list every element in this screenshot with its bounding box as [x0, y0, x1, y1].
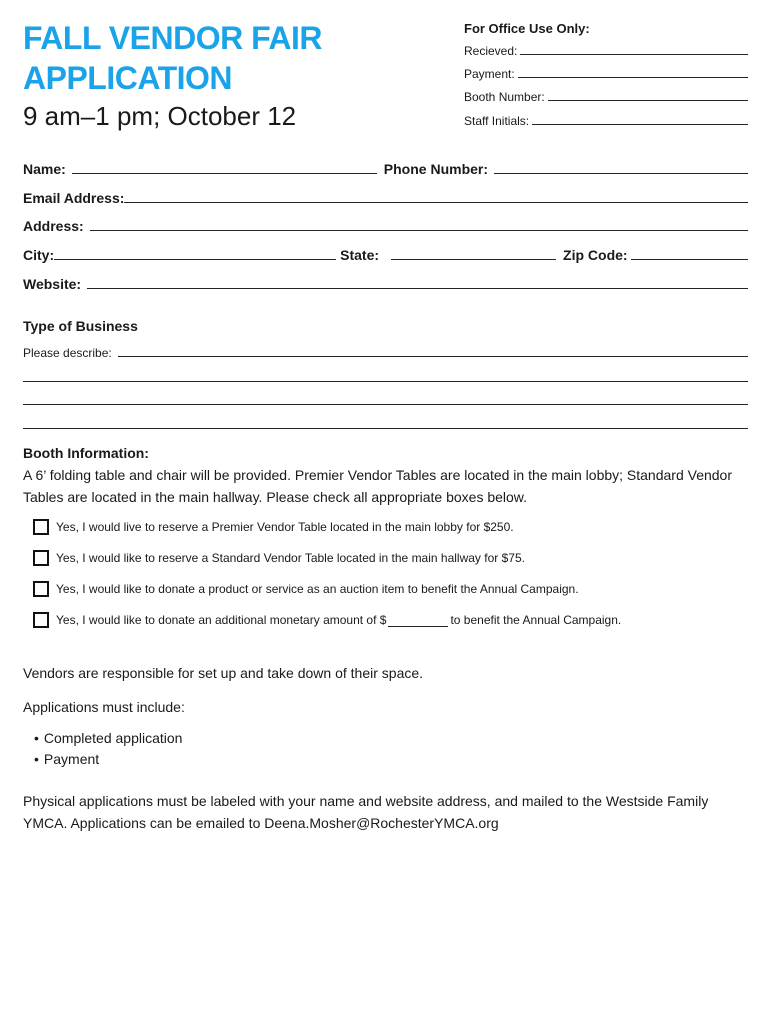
- describe-field-4[interactable]: [23, 428, 748, 429]
- office-received-row: [464, 44, 748, 58]
- address-field[interactable]: [90, 229, 748, 231]
- describe-row: [23, 346, 748, 360]
- describe-field-1[interactable]: [118, 355, 748, 357]
- office-received-label: Recieved:: [464, 44, 518, 58]
- website-field[interactable]: [87, 287, 748, 289]
- option-auction-item: [33, 581, 579, 597]
- office-payment-line[interactable]: [518, 76, 748, 78]
- mailing-instructions: Physical applications must be labeled with your name and website address, and mailed to the Westside Family YMCA. Applications can be emailed to Deena.Mosher@RochesterYMCA.org: [23, 793, 709, 831]
- title-line-1: FALL VENDOR FAIR: [23, 20, 322, 56]
- office-received-line[interactable]: [520, 53, 748, 55]
- requirements-list: [34, 728, 182, 770]
- name-field[interactable]: [72, 172, 377, 174]
- office-payment-label: Payment:: [464, 67, 515, 81]
- donation-amount-field[interactable]: [388, 614, 448, 627]
- city-field[interactable]: [54, 258, 336, 260]
- donation-label-before: Yes, I would like to donate an additional monetary amount of $: [56, 613, 387, 627]
- office-booth-label: Booth Number:: [464, 90, 545, 104]
- phone-label: Phone Number:: [383, 161, 489, 177]
- email-label: Email Address:: [23, 190, 125, 206]
- option-premier-table: [33, 519, 514, 535]
- describe-field-2[interactable]: [23, 381, 748, 382]
- auction-item-checkbox[interactable]: [33, 581, 49, 597]
- donation-label-after: to benefit the Annual Campaign.: [450, 613, 622, 627]
- booth-description: A 6’ folding table and chair will be provided. Premier Vendor Tables are located in the main lobby; Standard Vendor Tables are located in the main hallway. Please check all appropriate boxes below.: [23, 467, 732, 505]
- phone-field[interactable]: [494, 172, 748, 174]
- event-time: 9 am–1 pm; October 12: [23, 101, 297, 131]
- page-title: [23, 18, 322, 98]
- website-row: [23, 276, 748, 292]
- office-use-heading: For Office Use Only:: [464, 21, 590, 36]
- monetary-donation-checkbox[interactable]: [33, 612, 49, 628]
- state-field[interactable]: [391, 258, 556, 260]
- responsibility-text: Vendors are responsible for set up and take down of their space.: [23, 665, 424, 681]
- city-state-zip-row: [23, 247, 748, 263]
- describe-label: Please describe:: [23, 346, 112, 360]
- standard-table-label: Yes, I would like to reserve a Standard Vendor Table located in the main hallway for $75.: [56, 551, 525, 565]
- premier-table-checkbox[interactable]: [33, 519, 49, 535]
- email-row: [23, 190, 748, 206]
- city-label: City:: [23, 247, 55, 263]
- requirement-item: • Completed application: [34, 728, 182, 749]
- name-phone-row: [23, 161, 748, 177]
- requirement-item: • Payment: [34, 749, 182, 770]
- option-standard-table: [33, 550, 525, 566]
- name-label: Name:: [23, 161, 66, 177]
- must-include-text: Applications must include:: [23, 699, 185, 715]
- describe-field-3[interactable]: [23, 404, 748, 405]
- office-initials-row: [464, 114, 748, 128]
- office-booth-row: [464, 90, 748, 104]
- address-row: [23, 218, 748, 234]
- website-label: Website:: [23, 276, 82, 292]
- office-initials-line[interactable]: [532, 123, 748, 125]
- zip-label: Zip Code:: [563, 247, 628, 263]
- address-label: Address:: [23, 218, 84, 234]
- title-line-2: APPLICATION: [23, 60, 233, 96]
- option-monetary-donation: [33, 612, 621, 628]
- office-payment-row: [464, 67, 748, 81]
- booth-heading: Booth Information:: [23, 445, 149, 461]
- standard-table-checkbox[interactable]: [33, 550, 49, 566]
- zip-field[interactable]: [631, 258, 748, 260]
- business-heading: Type of Business: [23, 318, 138, 334]
- office-booth-line[interactable]: [548, 99, 748, 101]
- auction-item-label: Yes, I would like to donate a product or service as an auction item to benefit the Annual Campaign.: [56, 582, 579, 596]
- office-initials-label: Staff Initials:: [464, 114, 530, 128]
- premier-table-label: Yes, I would live to reserve a Premier Vendor Table located in the main lobby for $250.: [56, 520, 514, 534]
- email-field[interactable]: [124, 201, 748, 203]
- state-label: State:: [340, 247, 380, 263]
